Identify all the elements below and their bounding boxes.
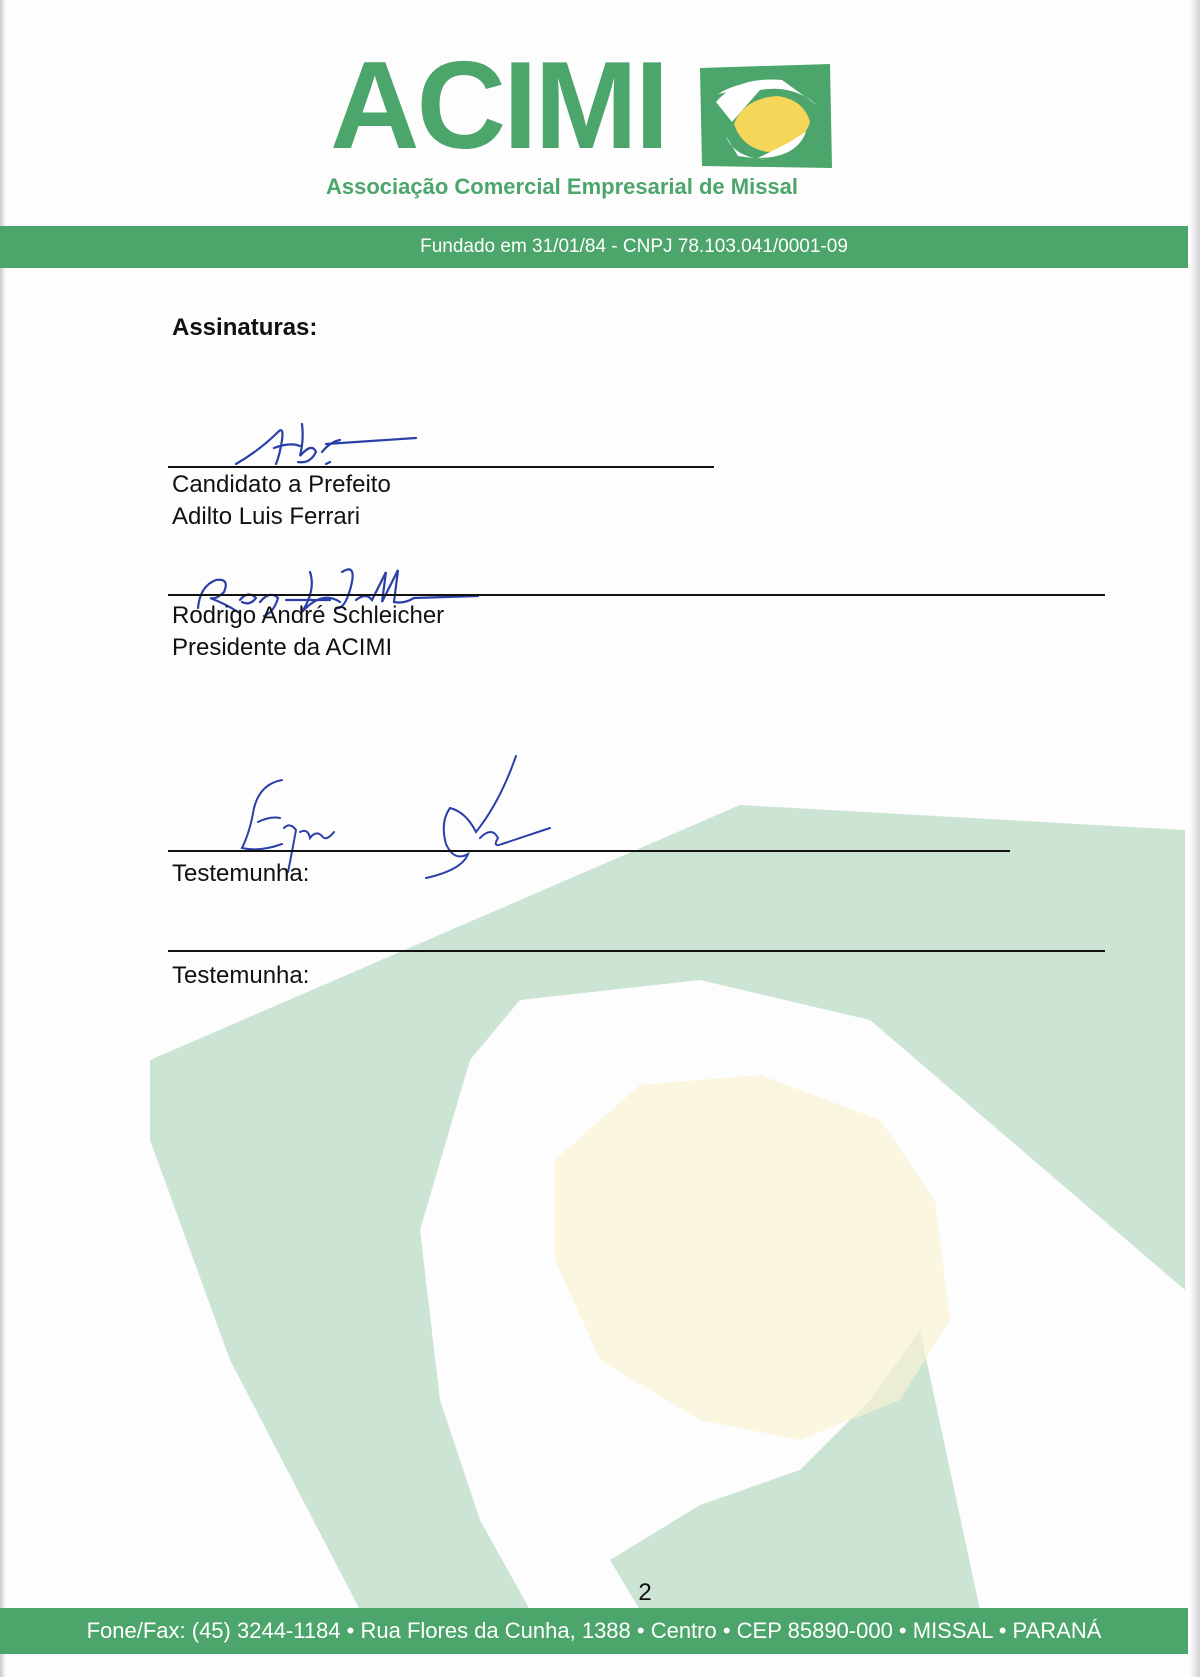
- president-name: Rodrigo André Schleicher: [172, 602, 445, 629]
- signature-line-witness-2: [168, 950, 1105, 952]
- footer-band: [0, 1608, 1188, 1654]
- signature-line-candidate: [168, 466, 714, 468]
- witness-2-label: Testemunha:: [172, 962, 310, 989]
- candidate-name: Adilto Luis Ferrari: [172, 503, 361, 530]
- president-title: Presidente da ACIMI: [172, 634, 393, 661]
- page-number: 2: [638, 1579, 652, 1606]
- founded-line: Fundado em 31/01/84 - CNPJ 78.103.041/0001-09: [420, 236, 848, 257]
- candidate-role: Candidato a Prefeito: [172, 471, 391, 498]
- signatures-heading: Assinaturas:: [172, 314, 318, 341]
- logo-tagline: Associação Comercial Empresarial de Missal: [326, 174, 799, 199]
- logo-wordmark: ACIMI: [330, 37, 667, 175]
- footer-contact-line: Fone/Fax: (45) 3244-1184 • Rua Flores da Cunha, 1388 • Centro • CEP 85890-000 • MISSAL • PARANÁ: [86, 1618, 1102, 1643]
- candidate-signature: [230, 420, 420, 470]
- signature-line-witness-1: [168, 850, 1010, 852]
- witness-1-label: Testemunha:: [172, 860, 310, 887]
- signature-line-president: [168, 594, 1105, 596]
